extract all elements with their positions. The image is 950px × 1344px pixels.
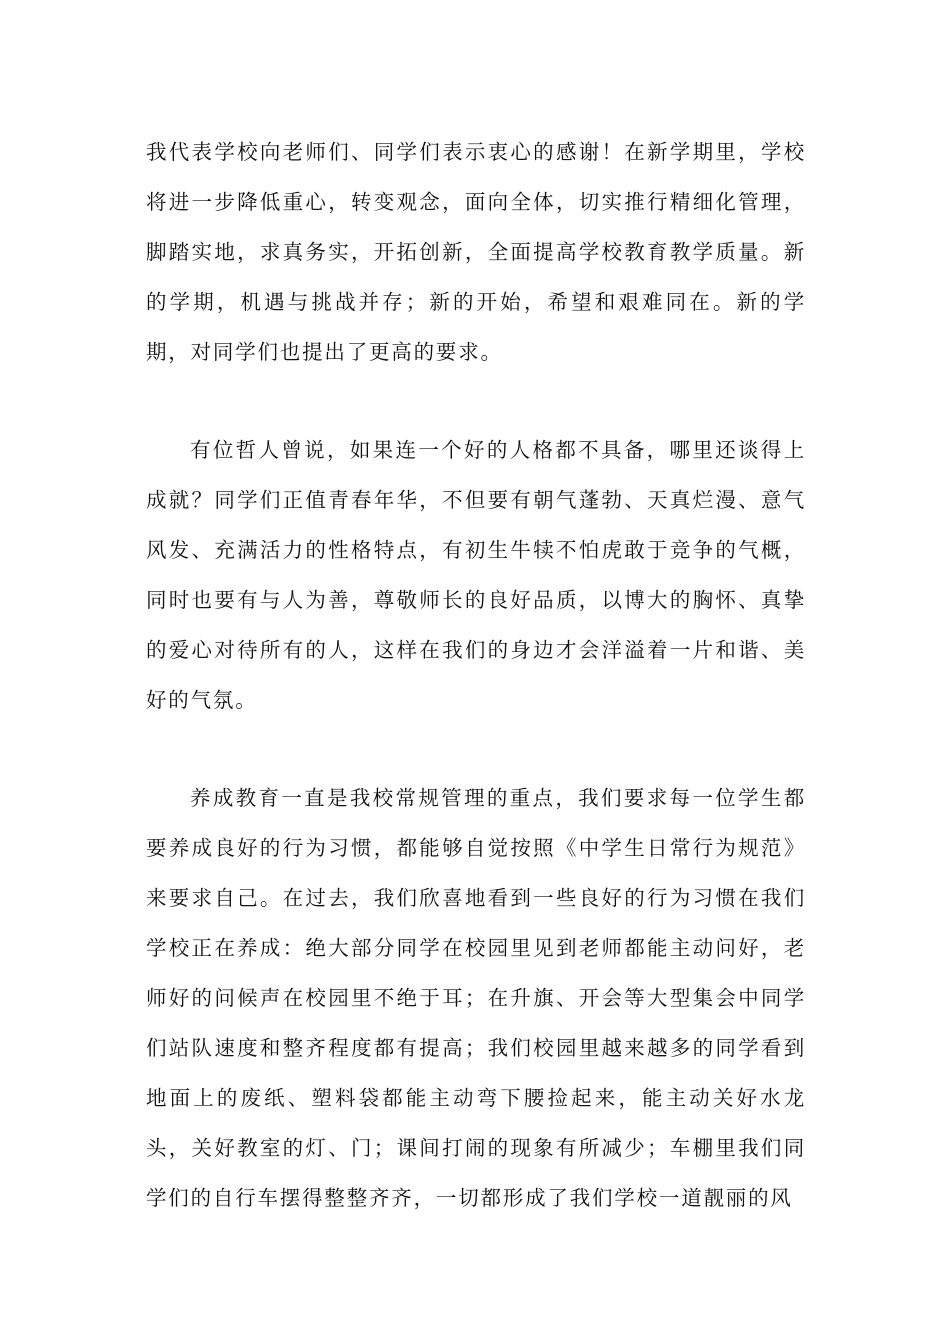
paragraph-2: 有位哲人曾说，如果连一个好的人格都不具备，哪里还谈得上成就？同学们正值青春年华，不但要有朝气蓬勃、天真烂漫、意气风发、充满活力的性格特点，有初生牛犊不怕虎敢于竞争的气概，同时也要有与人为善，尊敬师长的良好品质，以博大的胸怀、真挚的爱心对待所有的人，这样在我们的身边才会洋溢着一片和谐、美好的气氛。 xyxy=(146,438,806,712)
paragraph-3: 养成教育一直是我校常规管理的重点，我们要求每一位学生都要养成良好的行为习惯，都能够自觉按照《中学生日常行为规范》来要求自己。在过去，我们欣喜地看到一些良好的行为习惯在我们学校正在养成：绝大部分同学在校园里见到老师都能主动问好，老师好的问候声在校园里不绝于耳；在升旗、开会等大型集会中同学们站队速度和整齐程度都有提高；我们校园里越来越多的同学看到地面上的废纸、塑料袋都能主动弯下腰捡起来，能主动关好水龙头，关好教室的灯、门；课间打闹的现象有所减少；车棚里我们同学们的自行车摆得整整齐齐，一切都形成了我们学校一道靓丽的风 xyxy=(146,786,806,1210)
paragraph-1: 我代表学校向老师们、同学们表示衷心的感谢！在新学期里，学校将进一步降低重心，转变观念，面向全体，切实推行精细化管理，脚踏实地，求真务实，开拓创新，全面提高学校教育教学质量。新的学期，机遇与挑战并存；新的开始，希望和艰难同在。新的学期，对同学们也提出了更高的要求。 xyxy=(146,140,806,364)
